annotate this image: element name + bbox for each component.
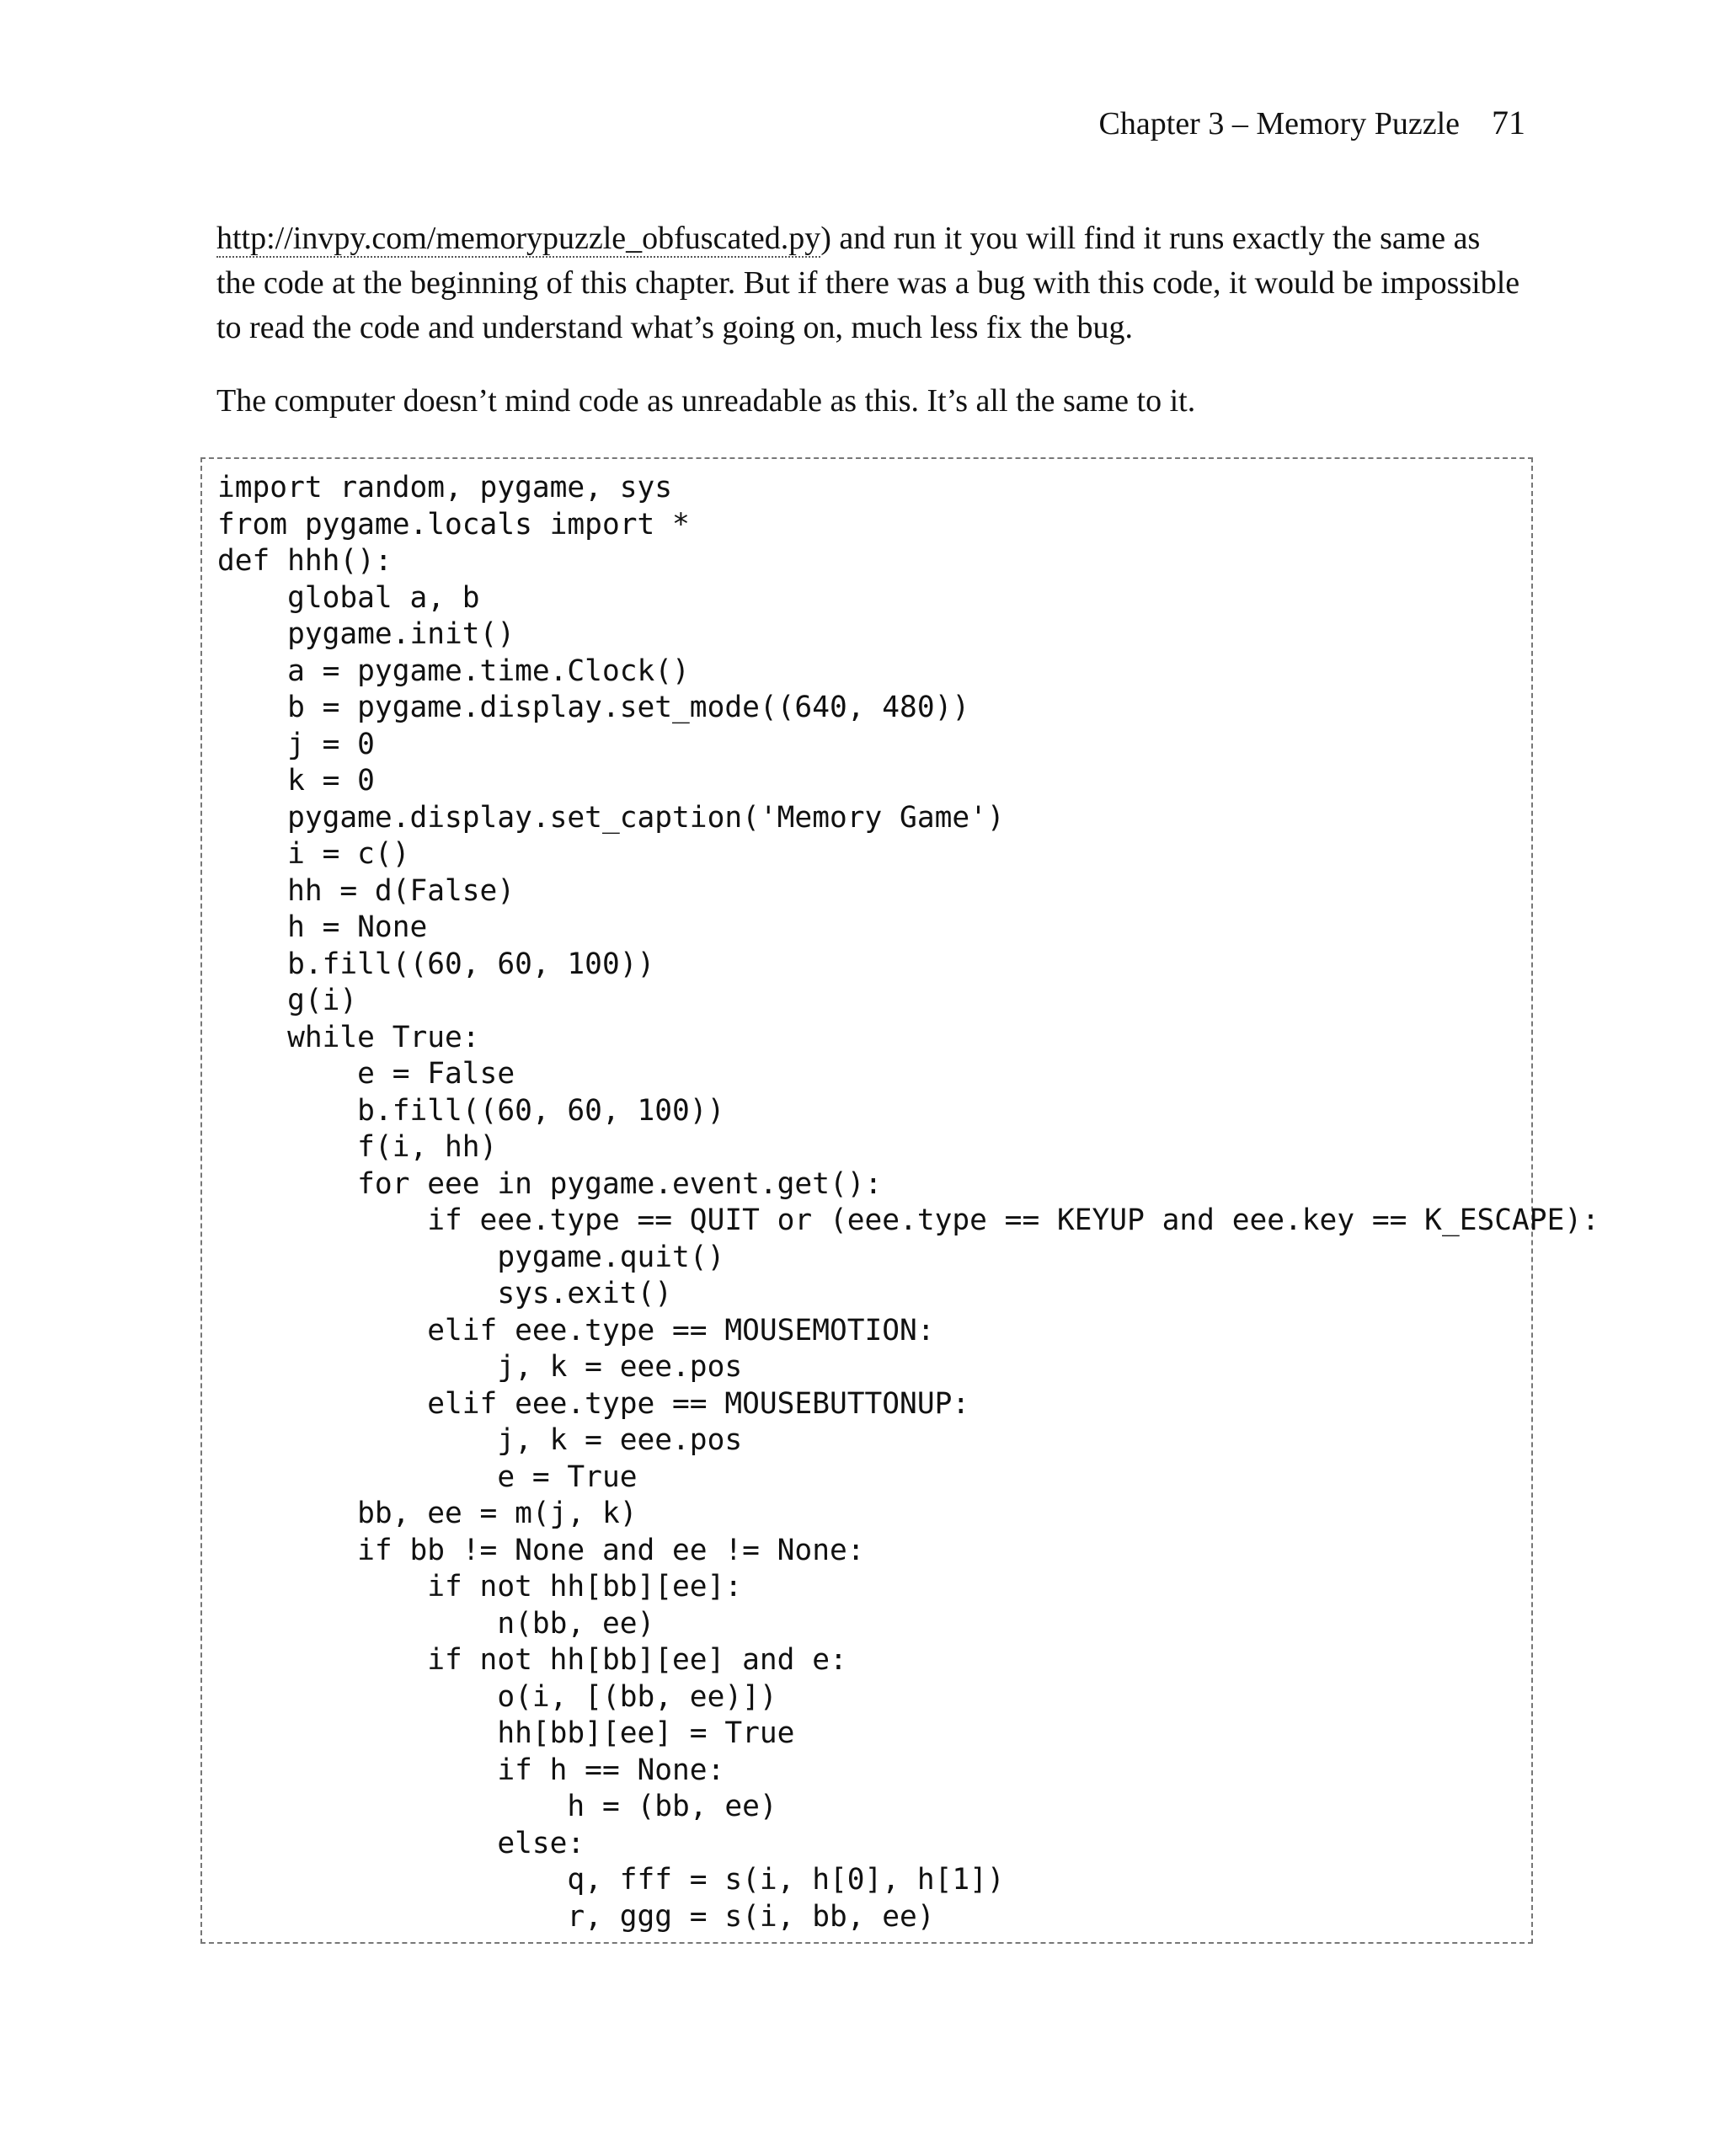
obfuscated-source-link[interactable]: http://invpy.com/memorypuzzle_obfuscated.py (216, 221, 821, 256)
paragraph-1 (216, 216, 1522, 350)
code-line: def hhh(): (217, 544, 393, 578)
code-line: j, k = eee.pos (217, 1423, 743, 1457)
code-line: h = None (217, 910, 428, 944)
code-line: f(i, hh) (217, 1130, 498, 1164)
code-line: if h == None: (217, 1753, 725, 1787)
code-line: q, fff = s(i, h[0], h[1]) (217, 1863, 1005, 1897)
code-line: i = c() (217, 837, 410, 871)
paragraph-2: The computer doesn’t mind code as unreadable as this. It’s all the same to it. (216, 383, 1196, 419)
code-line: for eee in pygame.event.get(): (217, 1166, 883, 1201)
code-line: elif eee.type == MOUSEMOTION: (217, 1313, 935, 1348)
code-line: k = 0 (217, 764, 375, 798)
code-line: global a, b (217, 580, 480, 615)
code-line: while True: (217, 1020, 480, 1054)
code-line: hh = d(False) (217, 873, 515, 908)
code-line: j, k = eee.pos (217, 1350, 743, 1384)
code-line: pygame.quit() (217, 1240, 725, 1274)
code-line: if bb != None and ee != None: (217, 1533, 865, 1567)
code-line: b.fill((60, 60, 100)) (217, 1093, 725, 1128)
code-line: from pygame.locals import * (217, 507, 690, 542)
code-line: pygame.display.set_caption('Memory Game') (217, 800, 1005, 835)
code-line: import random, pygame, sys (217, 471, 673, 504)
code-line: elif eee.type == MOUSEBUTTONUP: (217, 1386, 970, 1421)
code-line: else: (217, 1826, 585, 1860)
code-line: if eee.type == QUIT or (eee.type == KEYUP and eee.key == K_ESCAPE): (217, 1203, 1599, 1237)
code-listing (217, 470, 1599, 1935)
code-line: g(i) (217, 984, 358, 1017)
code-line: n(bb, ee) (217, 1606, 655, 1641)
code-line: a = pygame.time.Clock() (217, 654, 690, 688)
code-line: if not hh[bb][ee] and e: (217, 1643, 847, 1677)
code-line: hh[bb][ee] = True (217, 1716, 795, 1750)
page-number: 71 (1492, 104, 1525, 141)
code-line: e = False (217, 1057, 515, 1091)
code-line: bb, ee = m(j, k) (217, 1497, 638, 1530)
code-line: o(i, [(bb, ee)]) (217, 1679, 777, 1714)
code-line: b.fill((60, 60, 100)) (217, 947, 655, 981)
paragraph-1-text: ) and run it you will find it runs exactly the same as the code at the beginning of this chapter. But if there was a bug with this code, it would be impossible to read the code and understand what’s going on, much less fix the bug. (216, 221, 1520, 345)
code-line: pygame.init() (217, 617, 515, 651)
code-line: if not hh[bb][ee]: (217, 1570, 743, 1604)
chapter-title: Chapter 3 – Memory Puzzle (1098, 106, 1460, 141)
code-line: j = 0 (217, 727, 375, 761)
code-line: h = (bb, ee) (217, 1790, 777, 1823)
code-line: e = True (217, 1460, 638, 1494)
code-line: r, ggg = s(i, bb, ee) (217, 1899, 935, 1934)
code-line: b = pygame.display.set_mode((640, 480)) (217, 691, 970, 724)
running-header (1099, 106, 1525, 140)
code-line: sys.exit() (217, 1277, 673, 1310)
code-listing-box (200, 457, 1599, 1944)
